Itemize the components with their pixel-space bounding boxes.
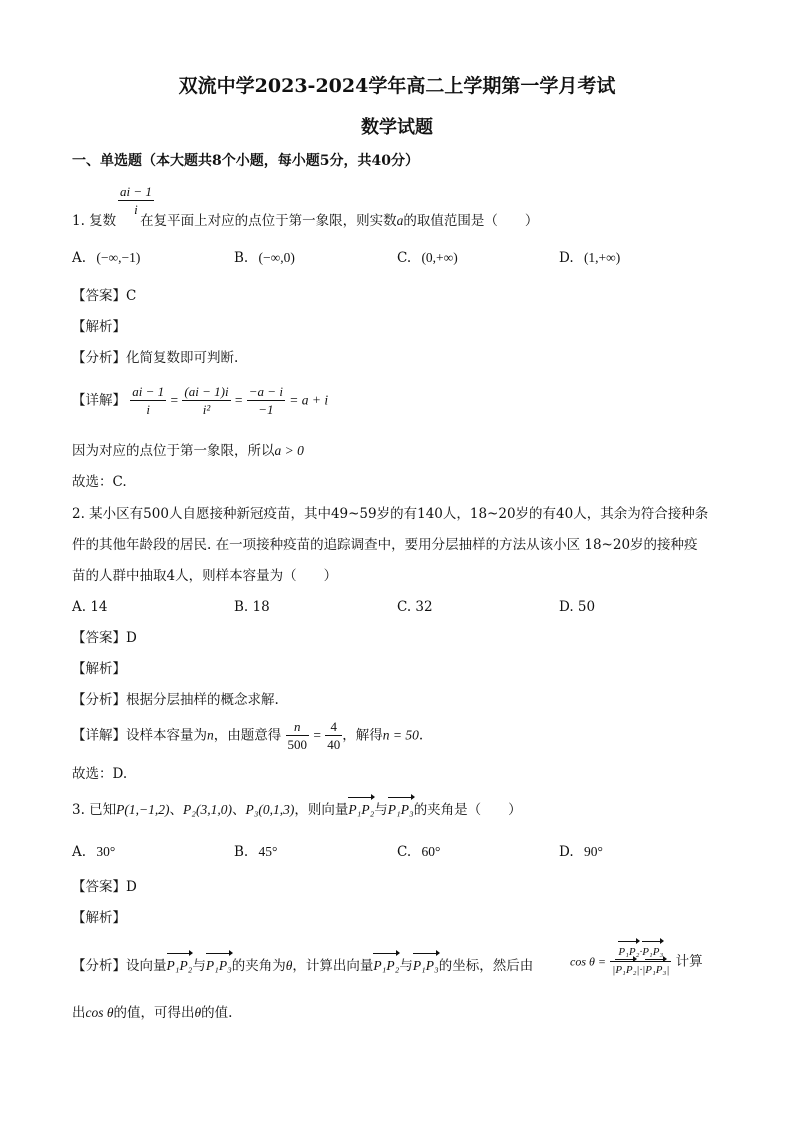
q3-answer-value: D [126, 879, 137, 895]
q3-analysis-tag: 【解析】 [72, 910, 126, 926]
q1-answer [72, 286, 136, 306]
q1-option-d-label: D. [559, 250, 574, 266]
q1-answer-value: C [126, 288, 137, 304]
q1-stem [72, 211, 538, 231]
q3-fenxi-and1: 与 [192, 958, 206, 974]
q1-option-c [397, 248, 458, 268]
q1-option-a-label: A. [72, 250, 87, 266]
q3-fenxi-and2: 与 [399, 958, 413, 974]
q3-option-a [72, 842, 115, 862]
q3-vector-p1p3: P₁P₃ [388, 800, 414, 820]
q3-option-b [234, 842, 277, 862]
q3-line2-pre: 出 [72, 1005, 86, 1021]
q1-detail-frac1-num: ai − 1 [132, 384, 165, 399]
q3-option-c-label: C. [397, 844, 412, 860]
q1-option-a-value: (−∞,−1) [96, 250, 141, 265]
q3-fenxi-part4: 的坐标，然后由 [438, 958, 534, 974]
q3-cos-den-v1: P₁P₂ [615, 962, 636, 979]
q2-result: n = 50 [382, 727, 419, 743]
q3-option-d [559, 842, 603, 862]
q3-fenxi-tag: 【分析】 [72, 958, 126, 974]
q3-prefix: 3. 已知 [72, 802, 117, 818]
q1-detail-frac2-num: (ai − 1)i [184, 384, 229, 399]
q1-fenxi [72, 348, 238, 368]
q3-stem-text: ，则向量 [294, 802, 349, 818]
q3-cos-expr: cos θ = [570, 954, 606, 969]
q1-detail-tag: 【详解】 [72, 392, 126, 409]
q3-cos-formula [570, 944, 703, 979]
q1-reason-math: a > 0 [274, 443, 304, 458]
q3-fenxi-vector-p1p3: P₁P₃ [206, 956, 232, 976]
q1-option-d [559, 248, 620, 268]
q3-fenxi-part1: 设向量 [126, 958, 167, 974]
q1-reason [72, 441, 304, 461]
q3-fenxi-part2: 的夹角为 [231, 958, 286, 974]
q2-detail-tag: 【详解】 [72, 727, 126, 744]
q2-option-c: C. 32 [397, 599, 433, 615]
q1-var-a: a [396, 213, 404, 228]
q3-option-a-label: A. [72, 844, 87, 860]
q3-cos-numerator: P₁P₂·P₁P₃ [610, 944, 671, 962]
q3-fenxi-part3: ，计算出向量 [292, 958, 374, 974]
q3-cos-num-v2: P₁P₃ [642, 944, 663, 961]
q3-fenxi-part5: 计算 [675, 953, 703, 970]
q3-line2-mid: 的值，可得出 [113, 1005, 195, 1021]
q2-fenxi [72, 690, 279, 710]
q2-detail-mid: ，由题意得 [213, 727, 282, 744]
q2-detail: 【详解】设样本容量为n，由题意得 $\frac{n}{500}$ = $\frac{4}{40}$ ，解得n = 50. [72, 719, 424, 752]
q1-fenxi-tag: 【分析】 [72, 350, 126, 366]
q2-frac2-num: 4 [325, 718, 342, 736]
q3-fenxi-vector-p1p2-b: P₁P₂ [373, 956, 399, 976]
q2-result-end: . [418, 727, 424, 744]
q1-detail-frac1-den: i [146, 402, 151, 417]
q2-frac2-den: 40 [327, 737, 341, 752]
q1-option-b-label: B. [234, 250, 249, 266]
q2-detail-pre: 设样本容量为 [126, 727, 207, 744]
q1-frac-den: i [134, 202, 138, 217]
q2-conclusion: 故选：D. [72, 766, 128, 782]
q2-frac1-num: n [286, 718, 310, 736]
q3-cos-theta: cos θ [85, 1005, 114, 1020]
q3-option-d-value: 90° [583, 844, 603, 859]
q2-option-a: A. 14 [72, 599, 108, 615]
q2-fenxi-text: 根据分层抽样的概念求解. [126, 692, 279, 708]
q2-detail-post: ，解得 [342, 727, 383, 744]
q3-theta-2: θ [194, 1005, 202, 1020]
q2-answer-value: D [126, 630, 137, 646]
q2-frac1-den: 500 [287, 737, 308, 752]
q3-cos-num-v1: P₁P₂ [618, 944, 639, 961]
section-heading: 一、单选题（本大题共8个小题，每小题5分，共40分） [72, 153, 419, 169]
q3-fenxi [72, 956, 533, 976]
q1-analysis-tag: 【解析】 [72, 319, 126, 335]
q3-cos-denominator: |P₁P₂|·|P₁P₃| [610, 962, 671, 979]
q3-answer [72, 877, 137, 897]
q3-fenxi-vector-p1p3-b: P₁P₃ [413, 956, 439, 976]
q3-option-b-value: 45° [258, 844, 278, 859]
q3-stem-end: 的夹角是（ ） [413, 802, 522, 818]
q1-option-b-value: (−∞,0) [258, 250, 295, 265]
q2-answer [72, 628, 137, 648]
q1-detail: 【详解】 $\frac{ai - 1}{i}$ = $\frac{(ai - 1)i}{\text{i²}}$ = $\frac{-a - i}{-1}$ = a + i [72, 384, 329, 417]
q2-stem-line3: 苗的人群中抽取4人，则样本容量为（ ） [72, 568, 338, 584]
q1-detail-frac3-den: −1 [258, 402, 274, 417]
q2-fenxi-tag: 【分析】 [72, 692, 126, 708]
q2-stem-line1: 2. 某小区有500人自愿接种新冠疫苗，其中49~59岁的有140人，18~20岁的有40人，其余为符合接种条 [72, 506, 709, 522]
q1-reason-text: 因为对应的点位于第一象限，所以 [72, 443, 275, 459]
q3-stem [72, 800, 522, 820]
q3-sep2: 、 [231, 802, 246, 818]
q1-conclusion: 故选：C. [72, 474, 127, 490]
q1-option-b [234, 248, 295, 268]
q3-fenxi-vector-p1p2: P₁P₂ [167, 956, 193, 976]
q2-answer-tag: 【答案】 [72, 630, 126, 646]
q3-point-p2: P₂(3,1,0) [183, 802, 232, 817]
q1-detail-frac2-den: i² [202, 402, 211, 417]
q1-detail-frac3-num: −a − i [248, 384, 283, 399]
q1-detail-rest: = a + i [289, 392, 329, 408]
q2-option-d: D. 50 [559, 599, 596, 615]
q3-theta: θ [285, 958, 293, 973]
q3-and: 与 [374, 802, 388, 818]
q3-point-p3: P₃(0,1,3) [245, 802, 295, 817]
q2-var-n: n [207, 727, 214, 743]
q3-option-a-value: 30° [96, 844, 116, 859]
q2-analysis-tag: 【解析】 [72, 661, 126, 677]
q3-option-c-value: 60° [421, 844, 441, 859]
q3-option-d-label: D. [559, 844, 574, 860]
q1-frac-num: ai − 1 [120, 184, 152, 199]
q1-option-a [72, 248, 140, 268]
q1-option-c-value: (0,+∞) [421, 250, 458, 265]
q1-answer-tag: 【答案】 [72, 288, 126, 304]
q3-line2-end: 的值. [201, 1005, 233, 1021]
q1-option-c-label: C. [397, 250, 412, 266]
q3-point-p1: P(1,−1,2) [116, 802, 170, 817]
q1-stem-end: 的取值范围是（ ） [403, 213, 539, 229]
q2-stem-line2: 件的其他年龄段的居民. 在一项接种疫苗的追踪调查中，要用分层抽样的方法从该小区 18~20岁的接种疫 [72, 537, 698, 553]
q1-stem-text: 在复平面上对应的点位于第一象限，则实数 [140, 213, 397, 229]
q3-vector-p1p2: P₁P₂ [348, 800, 374, 820]
page-subtitle: 数学试题 [361, 117, 433, 138]
q3-fenxi-line2 [72, 1003, 232, 1023]
q3-sep1: 、 [169, 802, 184, 818]
q2-option-b: B. 18 [234, 599, 270, 615]
q1-fenxi-text: 化简复数即可判断. [126, 350, 239, 366]
q3-cos-den-v2: P₁P₃ [645, 962, 666, 979]
q3-option-c [397, 842, 440, 862]
q1-prefix: 1. 复数 [72, 213, 117, 229]
page-title: 双流中学2023-2024学年高二上学期第一学月考试 [178, 75, 616, 97]
q3-answer-tag: 【答案】 [72, 879, 126, 895]
q1-option-d-value: (1,+∞) [583, 250, 621, 265]
q3-option-b-label: B. [234, 844, 249, 860]
